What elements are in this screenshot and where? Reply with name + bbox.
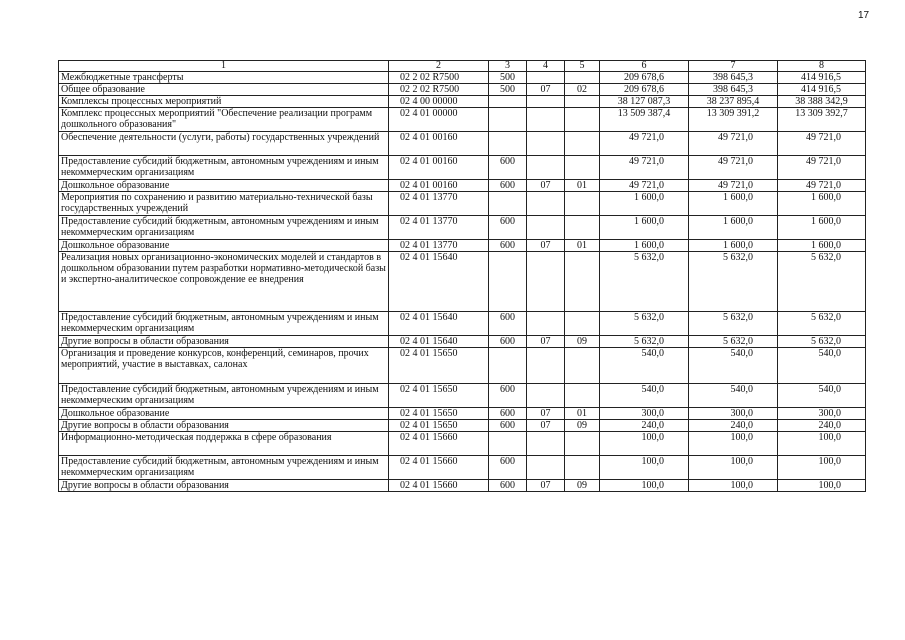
row-name: Реализация новых организационно-экономических моделей и стандартов в дошкольном образовании путем разработки нормативно-методической базы и экспертно-аналитическое сопровождение ее внедрения: [59, 252, 389, 312]
row-name: Предоставление субсидий бюджетным, автономным учреждениям и иным некоммерческим организациям: [59, 456, 389, 480]
row-name: Другие вопросы в области образования: [59, 480, 389, 492]
row-value-8: 1 600,0: [778, 216, 866, 240]
row-value-8: 5 632,0: [778, 336, 866, 348]
row-rz: 07: [527, 336, 565, 348]
table-row: [59, 312, 866, 336]
row-pr: [565, 432, 600, 456]
table-row: [59, 96, 866, 108]
row-rz: [527, 216, 565, 240]
row-code: 02 4 01 13770: [389, 216, 489, 240]
row-value-6: 1 600,0: [600, 192, 689, 216]
table-row: [59, 72, 866, 84]
row-value-8: 414 916,5: [778, 84, 866, 96]
row-value-7: 49 721,0: [689, 180, 778, 192]
row-value-7: 38 237 895,4: [689, 96, 778, 108]
row-value-8: 1 600,0: [778, 240, 866, 252]
page-number: 17: [858, 10, 870, 21]
row-code: 02 2 02 R7500: [389, 84, 489, 96]
row-vr: [489, 192, 527, 216]
row-vr: 600: [489, 216, 527, 240]
row-name: Предоставление субсидий бюджетным, автономным учреждениям и иным некоммерческим организациям: [59, 312, 389, 336]
row-value-6: 5 632,0: [600, 312, 689, 336]
row-code: 02 4 01 00000: [389, 108, 489, 132]
row-name: Обеспечение деятельности (услуги, работы) государственных учреждений: [59, 132, 389, 156]
row-value-6: 49 721,0: [600, 156, 689, 180]
row-value-6: 240,0: [600, 420, 689, 432]
row-value-7: 540,0: [689, 348, 778, 384]
row-rz: 07: [527, 240, 565, 252]
row-value-6: 540,0: [600, 384, 689, 408]
table-row: [59, 108, 866, 132]
row-name: Мероприятия по сохранению и развитию материально-технической базы государственных учреждений: [59, 192, 389, 216]
row-code: 02 4 01 00160: [389, 156, 489, 180]
table-row: [59, 132, 866, 156]
table-row: [59, 384, 866, 408]
row-pr: 09: [565, 336, 600, 348]
row-value-7: 49 721,0: [689, 156, 778, 180]
row-value-7: 300,0: [689, 408, 778, 420]
table-row: [59, 456, 866, 480]
row-vr: [489, 96, 527, 108]
column-number: 4: [527, 61, 565, 72]
row-name: Дошкольное образование: [59, 408, 389, 420]
row-rz: 07: [527, 408, 565, 420]
row-value-7: 1 600,0: [689, 216, 778, 240]
row-pr: 09: [565, 420, 600, 432]
row-pr: 01: [565, 180, 600, 192]
row-value-7: 540,0: [689, 384, 778, 408]
row-pr: [565, 312, 600, 336]
row-value-8: 540,0: [778, 348, 866, 384]
row-value-7: 1 600,0: [689, 240, 778, 252]
table-row: [59, 480, 866, 492]
row-rz: [527, 384, 565, 408]
row-rz: [527, 432, 565, 456]
table-row: [59, 432, 866, 456]
row-value-7: 100,0: [689, 432, 778, 456]
row-value-6: 300,0: [600, 408, 689, 420]
row-code: 02 4 01 15660: [389, 456, 489, 480]
row-rz: [527, 156, 565, 180]
row-value-6: 38 127 087,3: [600, 96, 689, 108]
row-value-6: 540,0: [600, 348, 689, 384]
column-number: 1: [59, 61, 389, 72]
row-value-7: 398 645,3: [689, 84, 778, 96]
row-code: 02 4 01 13770: [389, 240, 489, 252]
row-value-6: 100,0: [600, 480, 689, 492]
row-value-6: 209 678,6: [600, 84, 689, 96]
row-rz: [527, 252, 565, 312]
row-code: 02 4 01 13770: [389, 192, 489, 216]
table-row: [59, 84, 866, 96]
row-pr: [565, 72, 600, 84]
row-value-8: 49 721,0: [778, 156, 866, 180]
row-rz: [527, 96, 565, 108]
row-value-7: 5 632,0: [689, 312, 778, 336]
row-rz: 07: [527, 480, 565, 492]
row-value-8: 38 388 342,9: [778, 96, 866, 108]
row-value-8: 1 600,0: [778, 192, 866, 216]
row-vr: 600: [489, 456, 527, 480]
row-name: Предоставление субсидий бюджетным, автономным учреждениям и иным некоммерческим организациям: [59, 384, 389, 408]
row-vr: 600: [489, 180, 527, 192]
row-pr: [565, 348, 600, 384]
table-row: [59, 192, 866, 216]
row-value-6: 209 678,6: [600, 72, 689, 84]
column-number-row: [59, 61, 866, 72]
row-pr: [565, 192, 600, 216]
row-name: Другие вопросы в области образования: [59, 420, 389, 432]
row-value-6: 100,0: [600, 456, 689, 480]
row-vr: [489, 432, 527, 456]
row-vr: [489, 132, 527, 156]
row-rz: [527, 72, 565, 84]
row-value-7: 49 721,0: [689, 132, 778, 156]
row-name: Дошкольное образование: [59, 240, 389, 252]
row-name: Информационно-методическая поддержка в сфере образования: [59, 432, 389, 456]
row-rz: [527, 312, 565, 336]
row-vr: 600: [489, 240, 527, 252]
row-pr: [565, 384, 600, 408]
row-rz: 07: [527, 84, 565, 96]
table-row: [59, 216, 866, 240]
row-name: Межбюджетные трансферты: [59, 72, 389, 84]
row-pr: [565, 132, 600, 156]
row-rz: [527, 108, 565, 132]
row-value-8: 100,0: [778, 480, 866, 492]
row-rz: [527, 348, 565, 384]
row-name: Организация и проведение конкурсов, конференций, семинаров, прочих мероприятий, участие в выставках, салонах: [59, 348, 389, 384]
row-name: Предоставление субсидий бюджетным, автономным учреждениям и иным некоммерческим организациям: [59, 156, 389, 180]
table-row: [59, 240, 866, 252]
row-vr: 600: [489, 156, 527, 180]
row-code: 02 2 02 R7500: [389, 72, 489, 84]
row-vr: [489, 348, 527, 384]
row-value-7: 100,0: [689, 456, 778, 480]
row-pr: [565, 108, 600, 132]
row-value-8: 5 632,0: [778, 252, 866, 312]
table-row: [59, 156, 866, 180]
row-code: 02 4 00 00000: [389, 96, 489, 108]
row-code: 02 4 01 15660: [389, 480, 489, 492]
row-value-8: 100,0: [778, 432, 866, 456]
row-name: Дошкольное образование: [59, 180, 389, 192]
row-pr: 09: [565, 480, 600, 492]
row-value-7: 1 600,0: [689, 192, 778, 216]
row-code: 02 4 01 00160: [389, 180, 489, 192]
row-value-8: 100,0: [778, 456, 866, 480]
row-pr: 01: [565, 408, 600, 420]
row-name: Комплекс процессных мероприятий "Обеспечение реализации программ дошкольного образования": [59, 108, 389, 132]
row-name: Предоставление субсидий бюджетным, автономным учреждениям и иным некоммерческим организациям: [59, 216, 389, 240]
row-value-6: 1 600,0: [600, 240, 689, 252]
row-code: 02 4 01 15640: [389, 336, 489, 348]
column-number: 7: [689, 61, 778, 72]
row-pr: [565, 156, 600, 180]
column-number: 8: [778, 61, 866, 72]
row-code: 02 4 01 15650: [389, 348, 489, 384]
row-pr: [565, 216, 600, 240]
row-code: 02 4 01 15660: [389, 432, 489, 456]
row-code: 02 4 01 15650: [389, 408, 489, 420]
row-value-8: 49 721,0: [778, 132, 866, 156]
row-value-7: 398 645,3: [689, 72, 778, 84]
row-value-8: 414 916,5: [778, 72, 866, 84]
row-value-6: 13 509 387,4: [600, 108, 689, 132]
row-vr: 600: [489, 336, 527, 348]
row-value-8: 49 721,0: [778, 180, 866, 192]
table-row: [59, 180, 866, 192]
table-row: [59, 336, 866, 348]
row-value-6: 49 721,0: [600, 180, 689, 192]
row-vr: 500: [489, 72, 527, 84]
row-vr: 600: [489, 384, 527, 408]
row-value-8: 5 632,0: [778, 312, 866, 336]
row-vr: 500: [489, 84, 527, 96]
table-row: [59, 252, 866, 312]
row-pr: [565, 96, 600, 108]
row-vr: 600: [489, 408, 527, 420]
row-vr: [489, 108, 527, 132]
row-code: 02 4 01 15640: [389, 312, 489, 336]
row-rz: [527, 132, 565, 156]
table-row: [59, 408, 866, 420]
row-name: Комплексы процессных мероприятий: [59, 96, 389, 108]
row-vr: 600: [489, 480, 527, 492]
row-vr: 600: [489, 312, 527, 336]
row-rz: [527, 456, 565, 480]
row-value-7: 240,0: [689, 420, 778, 432]
row-name: Другие вопросы в области образования: [59, 336, 389, 348]
row-rz: [527, 192, 565, 216]
row-value-7: 13 309 391,2: [689, 108, 778, 132]
row-code: 02 4 01 15640: [389, 252, 489, 312]
row-value-6: 100,0: [600, 432, 689, 456]
row-pr: [565, 252, 600, 312]
row-value-8: 300,0: [778, 408, 866, 420]
row-value-7: 5 632,0: [689, 252, 778, 312]
row-value-7: 100,0: [689, 480, 778, 492]
row-rz: 07: [527, 420, 565, 432]
row-vr: [489, 252, 527, 312]
row-pr: 02: [565, 84, 600, 96]
column-number: 3: [489, 61, 527, 72]
column-number: 6: [600, 61, 689, 72]
row-value-6: 5 632,0: [600, 336, 689, 348]
column-number: 2: [389, 61, 489, 72]
row-name: Общее образование: [59, 84, 389, 96]
row-code: 02 4 01 15650: [389, 420, 489, 432]
row-value-6: 1 600,0: [600, 216, 689, 240]
row-value-6: 49 721,0: [600, 132, 689, 156]
row-value-7: 5 632,0: [689, 336, 778, 348]
row-value-8: 540,0: [778, 384, 866, 408]
table-row: [59, 348, 866, 384]
row-pr: [565, 456, 600, 480]
row-code: 02 4 01 00160: [389, 132, 489, 156]
row-rz: 07: [527, 180, 565, 192]
table-row: [59, 420, 866, 432]
row-vr: 600: [489, 420, 527, 432]
column-number: 5: [565, 61, 600, 72]
row-pr: 01: [565, 240, 600, 252]
row-value-8: 13 309 392,7: [778, 108, 866, 132]
row-code: 02 4 01 15650: [389, 384, 489, 408]
row-value-6: 5 632,0: [600, 252, 689, 312]
row-value-8: 240,0: [778, 420, 866, 432]
budget-table: [58, 60, 866, 492]
